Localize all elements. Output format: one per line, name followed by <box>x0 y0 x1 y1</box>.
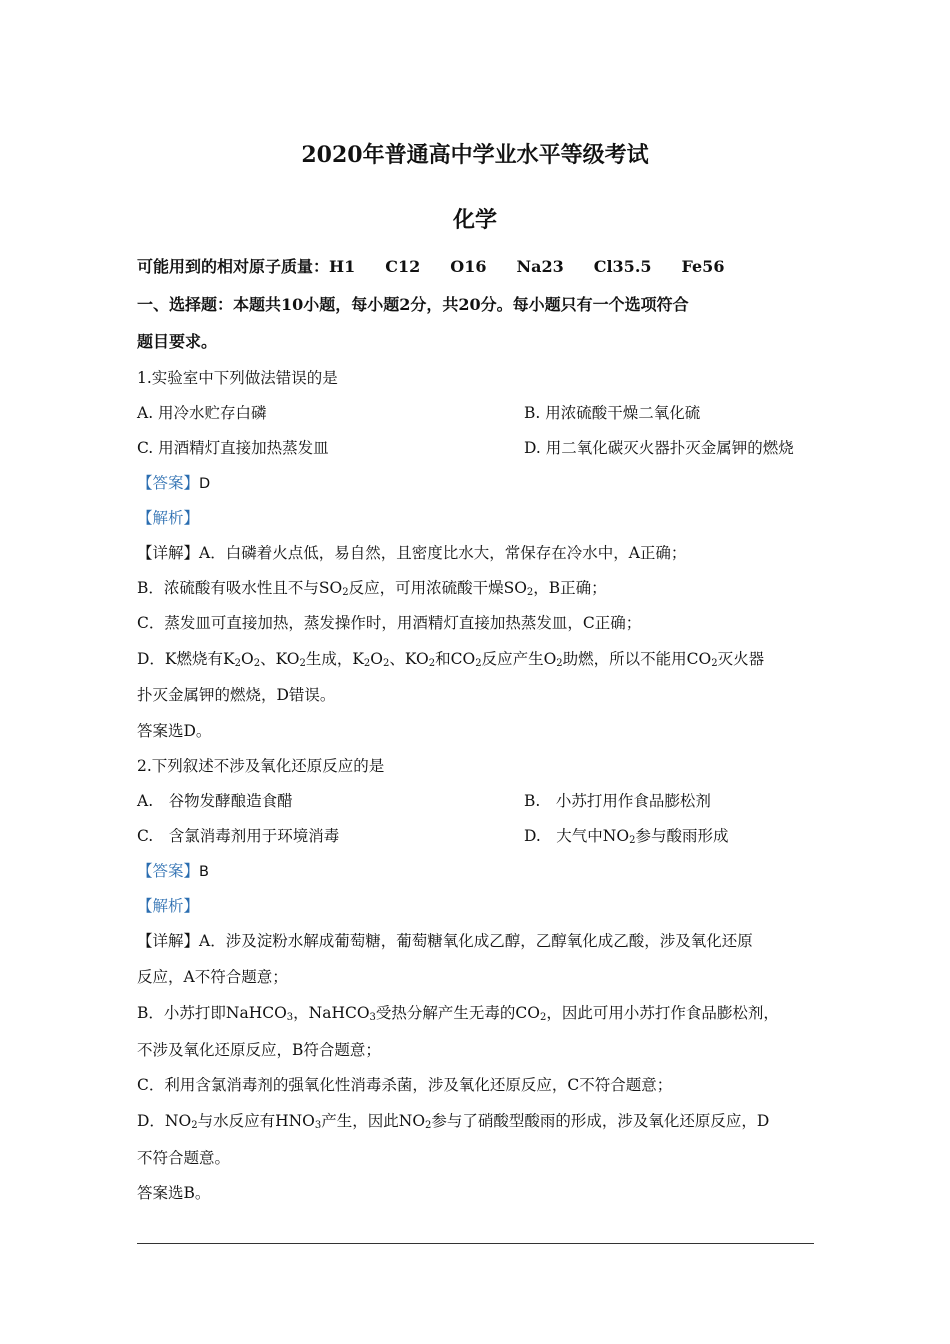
q1-stem: 1.实验室中下列做法错误的是 <box>137 369 338 387</box>
q1-detail-b-text1: B．浓硫酸有吸水性且不与SO <box>137 579 343 597</box>
q1-conclusion: 答案选D。 <box>137 722 212 740</box>
subscript: 2 <box>475 658 482 669</box>
subscript: 2 <box>363 658 371 669</box>
q2-conclusion: 答案选B。 <box>137 1184 211 1202</box>
q1-detail-a: 【详解】A．白磷着火点低，易自然，且密度比水大，常保存在冷水中，A正确； <box>137 544 687 562</box>
q2-stem: 2.下列叙述不涉及氧化还原反应的是 <box>137 757 385 775</box>
q1-detail-d-text: O <box>240 650 254 668</box>
mass-c: C12 <box>385 257 421 276</box>
subscript: 2 <box>629 835 636 846</box>
q2-detail-b-text: ，NaHCO <box>293 1004 370 1022</box>
q1-option-a: A. 用冷水贮存白磷 <box>137 404 267 422</box>
q2-answer <box>137 861 209 882</box>
q2-option-b: B. 小苏打用作食品膨松剂 <box>524 792 711 810</box>
q2-option-c: C. 含氯消毒剂用于环境消毒 <box>137 827 340 845</box>
subscript: 2 <box>428 658 436 669</box>
q2-option-d-text2: 参与酸雨形成 <box>635 827 729 845</box>
q2-detail-d <box>137 1111 769 1131</box>
subscript: 3 <box>314 1120 322 1131</box>
mass-fe: Fe56 <box>681 257 725 276</box>
q1-detail-d-text: 、KO <box>389 650 429 668</box>
q1-detail-d-line2: 扑灭金属钾的燃烧，D错误。 <box>137 686 336 704</box>
mass-na: Na23 <box>516 257 564 276</box>
section-heading-line1: 一、选择题：本题共10小题，每小题2分，共20分。每小题只有一个选项符合 <box>137 295 689 314</box>
q2-detail-b <box>137 1003 779 1023</box>
q2-detail-c: C．利用含氯消毒剂的强氧化性消毒杀菌，涉及氧化还原反应，C不符合题意； <box>137 1076 673 1094</box>
q1-option-b: B. 用浓硫酸干燥二氧化硫 <box>524 404 701 422</box>
subscript: 2 <box>191 1120 198 1131</box>
q1-detail-d-text: 生成，K <box>305 650 364 668</box>
q1-answer <box>137 473 210 494</box>
subscript: 2 <box>253 658 261 669</box>
q2-analysis-tag: 【解析】 <box>137 897 200 915</box>
q2-option-d-text1: D. 大气中NO <box>524 827 630 845</box>
q2-detail-d-text: 参与了硝酸型酸雨的形成，涉及氧化还原反应，D <box>431 1112 770 1130</box>
q1-analysis-tag: 【解析】 <box>137 509 200 527</box>
q1-option-c: C. 用酒精灯直接加热蒸发皿 <box>137 439 329 457</box>
footer-divider <box>137 1243 814 1244</box>
mass-cl: Cl35.5 <box>593 257 652 276</box>
subscript: 2 <box>299 658 306 669</box>
q1-detail-d-text: 、KO <box>260 650 300 668</box>
subscript: 2 <box>234 658 241 669</box>
subscript: 2 <box>383 658 390 669</box>
subscript: 2 <box>556 658 563 669</box>
q2-detail-b-line2: 不涉及氧化还原反应，B符合题意； <box>137 1041 381 1059</box>
q1-detail-d-text: 灭火器 <box>717 650 765 668</box>
subscript: 2 <box>540 1012 547 1023</box>
mass-h: H1 <box>329 257 356 276</box>
q1-detail-b-text2: 反应，可用浓硫酸干燥SO <box>348 579 527 597</box>
q1-detail-d-text: 反应产生O <box>481 650 557 668</box>
q2-detail-a-line2: 反应，A不符合题意； <box>137 968 288 986</box>
q2-option-a: A. 谷物发酵酿造食醋 <box>137 792 293 810</box>
subject-title: 化学 <box>452 207 497 233</box>
q1-option-d: D. 用二氧化碳灭火器扑灭金属钾的燃烧 <box>524 439 794 457</box>
q1-detail-b <box>137 578 607 598</box>
q1-detail-c: C．蒸发皿可直接加热，蒸发操作时，用酒精灯直接加热蒸发皿，C正确； <box>137 614 642 632</box>
subscript: 2 <box>711 658 718 669</box>
q2-detail-b-text: ，因此可用小苏打作食品膨松剂， <box>546 1004 779 1022</box>
q2-detail-d-text: 与水反应有HNO <box>197 1112 315 1130</box>
q1-detail-d-text: 助燃，所以不能用CO <box>562 650 712 668</box>
subscript: 2 <box>526 587 534 598</box>
q1-detail-d-text: D．K燃烧有K <box>137 650 235 668</box>
subscript: 3 <box>286 1012 294 1023</box>
q1-detail-d-text: O <box>370 650 383 668</box>
atomic-masses <box>137 257 724 277</box>
q2-answer-tag: 【答案】 <box>137 862 200 880</box>
q2-detail-d-text: 产生，因此NO <box>321 1112 426 1130</box>
q1-detail-b-text3: ，B正确； <box>533 579 607 597</box>
q1-detail-d-text: 和CO <box>435 650 476 668</box>
subscript: 2 <box>342 587 349 598</box>
q2-detail-a-line1: 【详解】A．涉及淀粉水解成葡萄糖，葡萄糖氧化成乙醇，乙醇氧化成乙酸，涉及氧化还原 <box>137 932 753 950</box>
q2-option-d <box>524 826 728 846</box>
atomic-masses-label: 可能用到的相对原子质量： <box>137 257 330 276</box>
q1-detail-d <box>137 649 764 669</box>
q2-detail-d-line2: 不符合题意。 <box>137 1149 231 1167</box>
subscript: 2 <box>425 1120 432 1131</box>
q2-detail-d-text: D．NO <box>137 1112 192 1130</box>
q2-answer-value: B <box>199 864 209 880</box>
q2-detail-b-text: B．小苏打即NaHCO <box>137 1004 287 1022</box>
mass-o: O16 <box>450 257 487 276</box>
page-title: 2020年普通高中学业水平等级考试 <box>301 142 649 168</box>
section-heading-line2: 题目要求。 <box>137 332 218 351</box>
q1-answer-value: D <box>199 476 211 492</box>
subscript: 3 <box>369 1012 376 1023</box>
q1-answer-tag: 【答案】 <box>137 474 200 492</box>
q2-detail-b-text: 受热分解产生无毒的CO <box>375 1004 540 1022</box>
